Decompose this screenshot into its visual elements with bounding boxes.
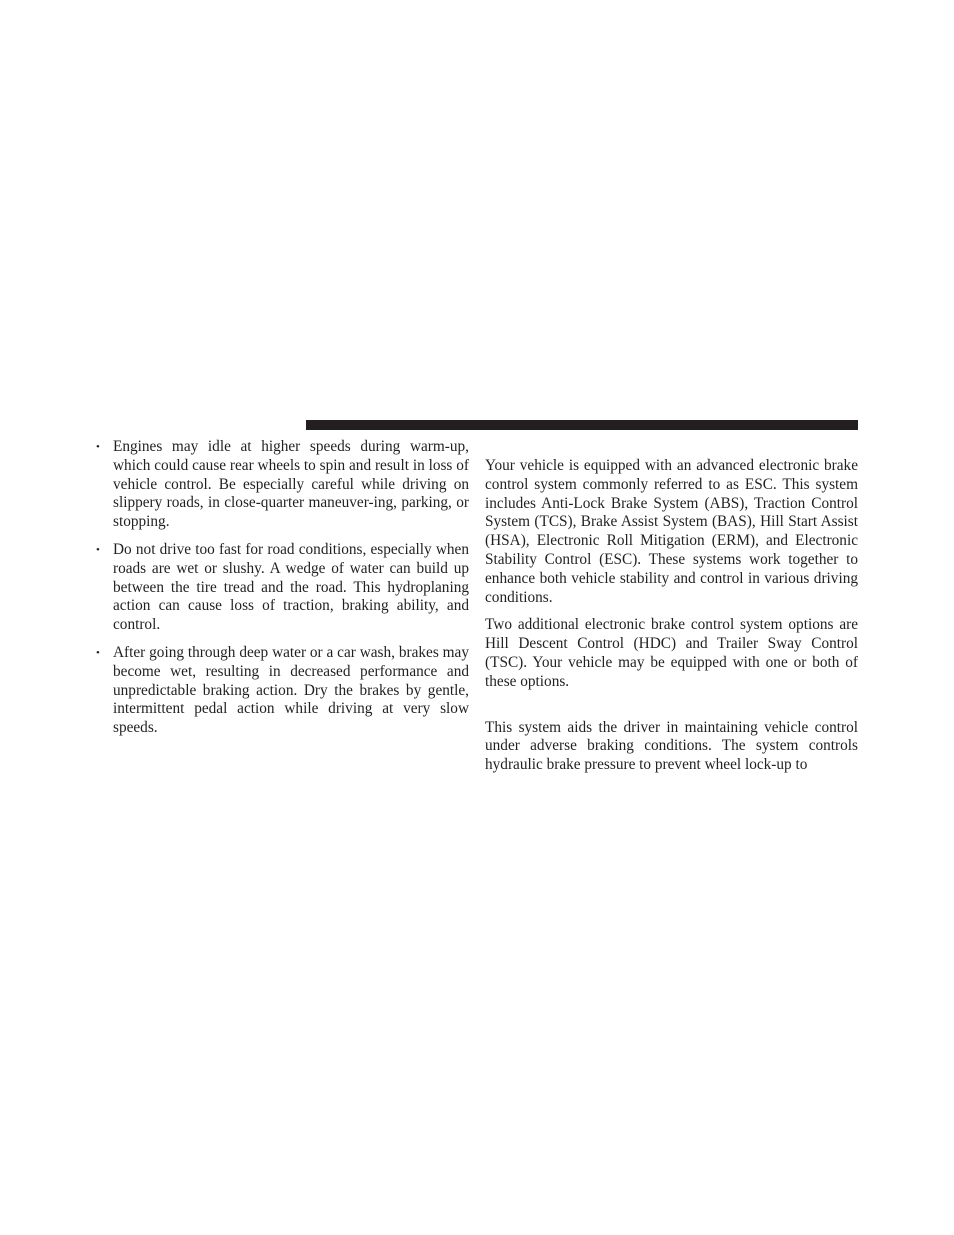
section-header-bar [306, 420, 858, 430]
list-item [96, 438, 469, 532]
options-paragraph: Two additional electronic brake control system options are Hill Descent Control (HDC) and Trailer Sway Control (TSC). Your vehicle may be equipped with one or both of these options. [485, 616, 858, 690]
bullet-icon: • [96, 646, 100, 659]
bullet-text: Do not drive too fast for road conditions, especially when roads are wet or slushy. A wedge of water can build up between the tire tread and the road. This hydroplaning action can cause loss of traction, braking ability, and control. [113, 540, 469, 634]
bullet-icon: • [96, 543, 100, 556]
bullet-text: Engines may idle at higher speeds during warm-up, which could cause rear wheels to spin and result in loss of vehicle control. Be especially careful while driving on slippery roads, in close-quarter maneuver-ing, parking, or stopping. [113, 438, 469, 531]
bullet-list [96, 438, 469, 738]
list-item [96, 541, 469, 635]
list-item [96, 644, 469, 738]
right-column [485, 457, 858, 784]
esc-intro-paragraph: Your vehicle is equipped with an advanced electronic brake control system commonly referred to as ESC. This system includes Anti-Lock Brake System (ABS), Traction Control System (TCS), Brake Assist System (BAS), Hill Start Assist (HSA), Electronic Roll Mitigation (ERM), and Electronic Stability Control (ESC). These systems work together to enhance both vehicle stability and control in various driving conditions. [485, 457, 858, 606]
bullet-text: After going through deep water or a car wash, brakes may become wet, resulting in decreased performance and unpredictable braking action. Dry the brakes by gentle, intermittent pedal action while driving at very slow speeds. [113, 643, 469, 737]
abs-description-paragraph: This system aids the driver in maintaining vehicle control under adverse braking conditions. The system controls hydraulic brake pressure to prevent wheel lock-up to [485, 718, 858, 774]
left-column [96, 438, 469, 747]
bullet-icon: • [96, 441, 100, 453]
